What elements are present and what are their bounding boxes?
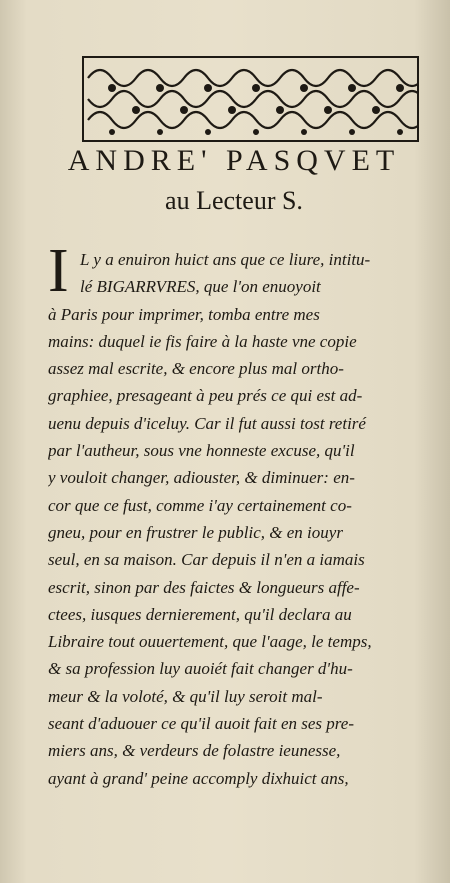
text-line: par l'autheur, sous vne honneste excuse, qu'il [48,441,355,461]
text-line: lé BIGARRVRES, que l'on enuoyoit [80,277,321,297]
text-line: ctees, iusques dernierement, qu'il declara au [48,604,352,624]
text-line: ayant à grand' peine accomply dixhuict ans, [48,768,349,788]
text-line: mains: duquel ie fis faire à la haste vne copie [48,331,357,351]
title-heading: ANDRE' PASQVET [67,144,401,177]
text-line: assez mal escrite, & encore plus mal ortho- [48,359,344,379]
text-line: cor que ce fust, comme i'ay certainement co- [48,495,352,515]
text-line: & sa profession luy auoiét fait changer d'hu- [48,659,353,679]
text-line: seant d'aduouer ce qu'il auoit fait en ses pre- [48,714,354,734]
text-line: à Paris pour imprimer, tomba entre mes [48,304,320,324]
text-line: escrit, sinon par des faictes & longueurs affe- [48,577,360,597]
text-line: L y a enuiron huict ans que ce liure, intitu- [80,250,371,269]
text-line: uenu depuis d'iceluy. Car il fut aussi tost retiré [48,413,366,433]
text-line: graphiee, presageant à peu prés ce qui est ad- [48,386,363,406]
text-line: miers ans, & verdeurs de folastre ieunesse, [48,741,341,761]
decorative-headpiece [82,56,419,142]
text-line: gneu, pour en frustrer le public, & en iouyr [48,522,343,542]
subtitle-heading: au Lecteur S. [165,186,303,215]
text-line: seul, en sa maison. Car depuis il n'en a iamais [48,550,365,570]
text-line: meur & la voloté, & qu'il luy seroit mal- [48,686,323,706]
text-line: Libraire tout ouuertement, que l'aage, le temps, [48,632,372,652]
text-line: y vouloit changer, adiouster, & diminuer: en- [48,468,355,488]
drop-cap: I [48,237,69,305]
body-text [48,246,423,792]
